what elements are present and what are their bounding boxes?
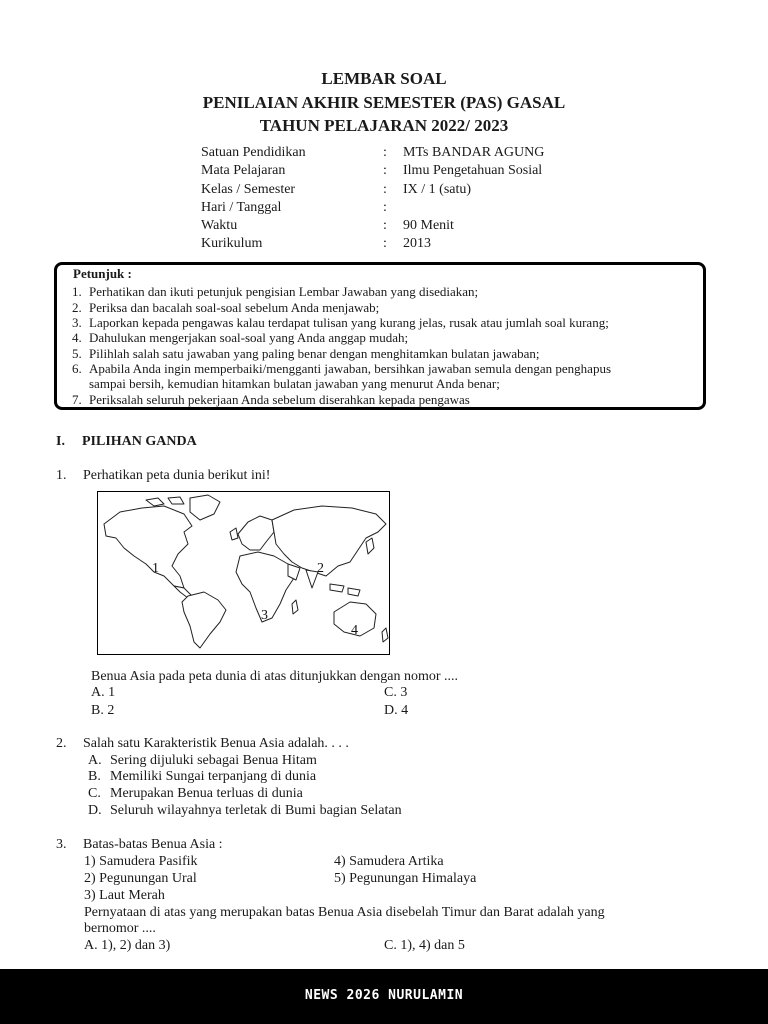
option-c[interactable]: Merupakan Benua terluas di dunia — [110, 786, 303, 801]
info-colon: : — [383, 182, 387, 197]
option-c[interactable]: C. 1), 4) dan 5 — [384, 938, 465, 953]
list-item: 2) Pegunungan Ural — [84, 871, 197, 886]
question-statement-continued: bernomor .... — [84, 921, 156, 936]
option-letter: C. — [88, 786, 101, 801]
instruction-number: 3. — [72, 315, 82, 330]
instruction-text: Periksalah seluruh pekerjaan Anda sebelum diserahkan kepada pengawas — [89, 392, 470, 407]
instructions-heading: Petunjuk : — [73, 266, 132, 281]
question-number: 2. — [56, 736, 67, 751]
title-line-1: LEMBAR SOAL — [321, 69, 447, 88]
map-label-4: 4 — [351, 623, 358, 638]
title-line-3: TAHUN PELAJARAN 2022/ 2023 — [259, 116, 509, 135]
section-number: I. — [56, 434, 65, 449]
instruction-text-continued: sampai bersih, kemudian hitamkan bulatan jawaban yang menurut Anda benar; — [89, 376, 500, 391]
question-text: Benua Asia pada peta dunia di atas ditunjukkan dengan nomor .... — [91, 669, 459, 684]
instruction-text: Laporkan kepada pengawas kalau terdapat tulisan yang kurang jelas, rusak atau jumlah soal kurang; — [89, 315, 609, 330]
instruction-text: Apabila Anda ingin memperbaiki/mengganti jawaban, bersihkan jawaban semula dengan penghapus — [89, 361, 612, 376]
instruction-text: Dahulukan mengerjakan soal-soal yang Anda anggap mudah; — [89, 330, 409, 345]
info-label: Satuan Pendidikan — [201, 145, 306, 160]
footer-text: NEWS 2026 NURULAMIN — [304, 988, 464, 1003]
instruction-number: 1. — [72, 284, 82, 299]
option-b[interactable]: Memiliki Sungai terpanjang di dunia — [110, 769, 317, 784]
info-value-curriculum: 2013 — [403, 236, 431, 251]
section-title: PILIHAN GANDA — [82, 434, 197, 449]
world-map — [97, 491, 390, 655]
option-c[interactable]: C. 3 — [384, 685, 408, 700]
option-letter: D. — [88, 803, 102, 818]
world-map-icon — [98, 492, 389, 654]
list-item: 4) Samudera Artika — [334, 854, 444, 869]
instruction-number: 2. — [72, 300, 82, 315]
title-line-2: PENILAIAN AKHIR SEMESTER (PAS) GASAL — [202, 93, 566, 112]
question-number: 1. — [56, 468, 67, 483]
question-prompt: Perhatikan peta dunia berikut ini! — [83, 468, 271, 483]
instruction-number: 6. — [72, 361, 82, 376]
map-label-3: 3 — [261, 608, 268, 623]
option-letter: B. — [88, 769, 101, 784]
info-label: Hari / Tanggal — [201, 200, 282, 215]
question-prompt: Salah satu Karakteristik Benua Asia adalah. . . . — [83, 736, 349, 751]
instruction-number: 4. — [72, 330, 82, 345]
info-label: Waktu — [201, 218, 238, 233]
info-colon: : — [383, 145, 387, 160]
info-colon: : — [383, 218, 387, 233]
instruction-text: Periksa dan bacalah soal-soal sebelum Anda menjawab; — [89, 300, 380, 315]
option-b[interactable]: B. 2 — [91, 703, 115, 718]
option-d[interactable]: Seluruh wilayahnya terletak di Bumi bagian Selatan — [110, 803, 402, 818]
list-item: 3) Laut Merah — [84, 888, 165, 903]
option-letter: A. — [88, 753, 102, 768]
option-a[interactable]: Sering dijuluki sebagai Benua Hitam — [110, 753, 317, 768]
info-colon: : — [383, 163, 387, 178]
list-item: 1) Samudera Pasifik — [84, 854, 198, 869]
option-a[interactable]: A. 1 — [91, 685, 116, 700]
info-value-time: 90 Menit — [403, 218, 454, 233]
info-label: Kelas / Semester — [201, 182, 296, 197]
map-label-2: 2 — [317, 561, 324, 576]
info-label: Mata Pelajaran — [201, 163, 286, 178]
question-prompt: Batas-batas Benua Asia : — [83, 837, 223, 852]
instruction-text: Pilihlah salah satu jawaban yang paling benar dengan menghitamkan bulatan jawaban; — [89, 346, 540, 361]
instruction-text: Perhatikan dan ikuti petunjuk pengisian Lembar Jawaban yang disediakan; — [89, 284, 479, 299]
instruction-number: 5. — [72, 346, 82, 361]
question-number: 3. — [56, 837, 67, 852]
info-colon: : — [383, 236, 387, 251]
info-value-subject: Ilmu Pengetahuan Sosial — [403, 163, 543, 178]
question-statement: Pernyataan di atas yang merupakan batas Benua Asia disebelah Timur dan Barat adalah yang — [84, 905, 605, 920]
info-value-school: MTs BANDAR AGUNG — [403, 145, 545, 160]
info-colon: : — [383, 200, 387, 215]
list-item: 5) Pegunungan Himalaya — [334, 871, 477, 886]
map-label-1: 1 — [152, 561, 159, 576]
info-label: Kurikulum — [201, 236, 263, 251]
instruction-number: 7. — [72, 392, 82, 407]
option-d[interactable]: D. 4 — [384, 703, 409, 718]
option-a[interactable]: A. 1), 2) dan 3) — [84, 938, 171, 953]
info-value-class: IX / 1 (satu) — [403, 182, 472, 197]
